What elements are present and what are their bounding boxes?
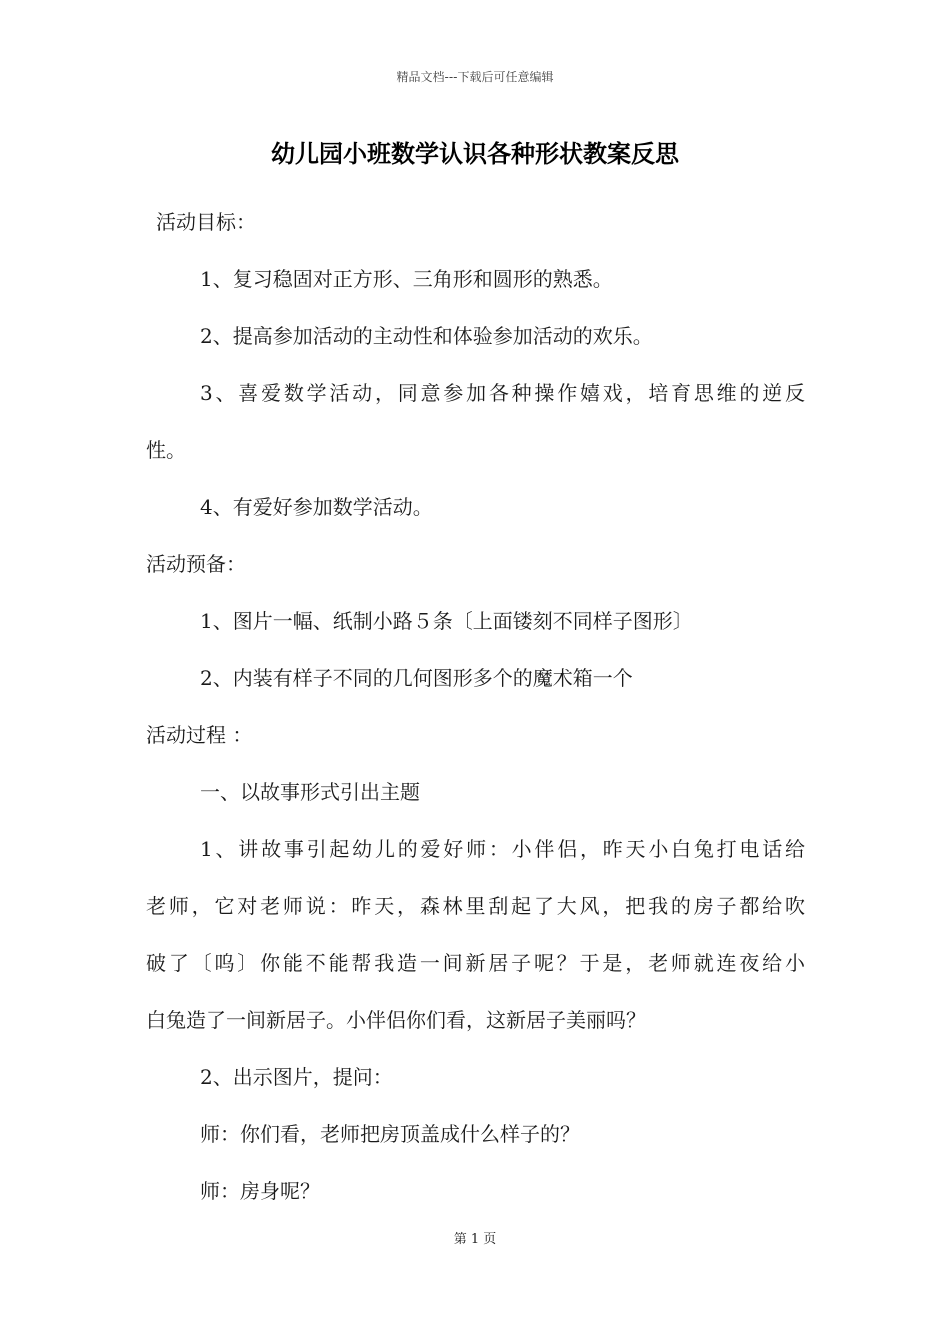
paragraph-line: 1、复习稳固对正方形、三角形和圆形的熟悉。 (200, 267, 613, 291)
section-heading-goals: 活动目标： (156, 210, 256, 234)
paragraph-line: 1、图片一幅、纸制小路５条〔上面镂刻不同样子图形〕 (200, 609, 693, 633)
section-heading-process: 活动过程 ： (146, 723, 253, 747)
paragraph-line: 师：你们看，老师把房顶盖成什么样子的？ (200, 1122, 580, 1146)
paragraph-line: 老师，它对老师说：昨天，森林里刮起了大风，把我的房子都给吹 (146, 894, 805, 918)
paragraph-line: 2、出示图片，提问： (200, 1065, 393, 1089)
paragraph-line: 破了〔呜〕你能不能帮我造一间新居子呢？于是，老师就连夜给小 (146, 951, 805, 975)
header-note: 精品文档---下载后可任意编辑 (396, 70, 554, 84)
paragraph-line: 4、有爱好参加数学活动。 (200, 495, 433, 519)
paragraph-line: 白兔造了一间新居子。小伴侣你们看，这新居子美丽吗？ (146, 1008, 646, 1032)
paragraph-line: 1、讲故事引起幼儿的爱好师：小伴侣，昨天小白兔打电话给 (200, 837, 805, 861)
paragraph-line: 师：房身呢？ (200, 1179, 320, 1203)
section-heading-preparation: 活动预备： (146, 552, 246, 576)
paragraph-line: 一、以故事形式引出主题 (200, 780, 420, 804)
paragraph-line: 性。 (146, 438, 186, 462)
document-title: 幼儿园小班数学认识各种形状教案反思 (271, 140, 679, 168)
paragraph-line: 2、提高参加活动的主动性和体验参加活动的欢乐。 (200, 324, 653, 348)
paragraph-line: 3、喜爱数学活动，同意参加各种操作嬉戏，培育思维的逆反 (200, 381, 805, 405)
page-number: 第 1 页 (453, 1232, 497, 1247)
paragraph-line: 2、内装有样子不同的几何图形多个的魔术箱一个 (200, 666, 633, 690)
